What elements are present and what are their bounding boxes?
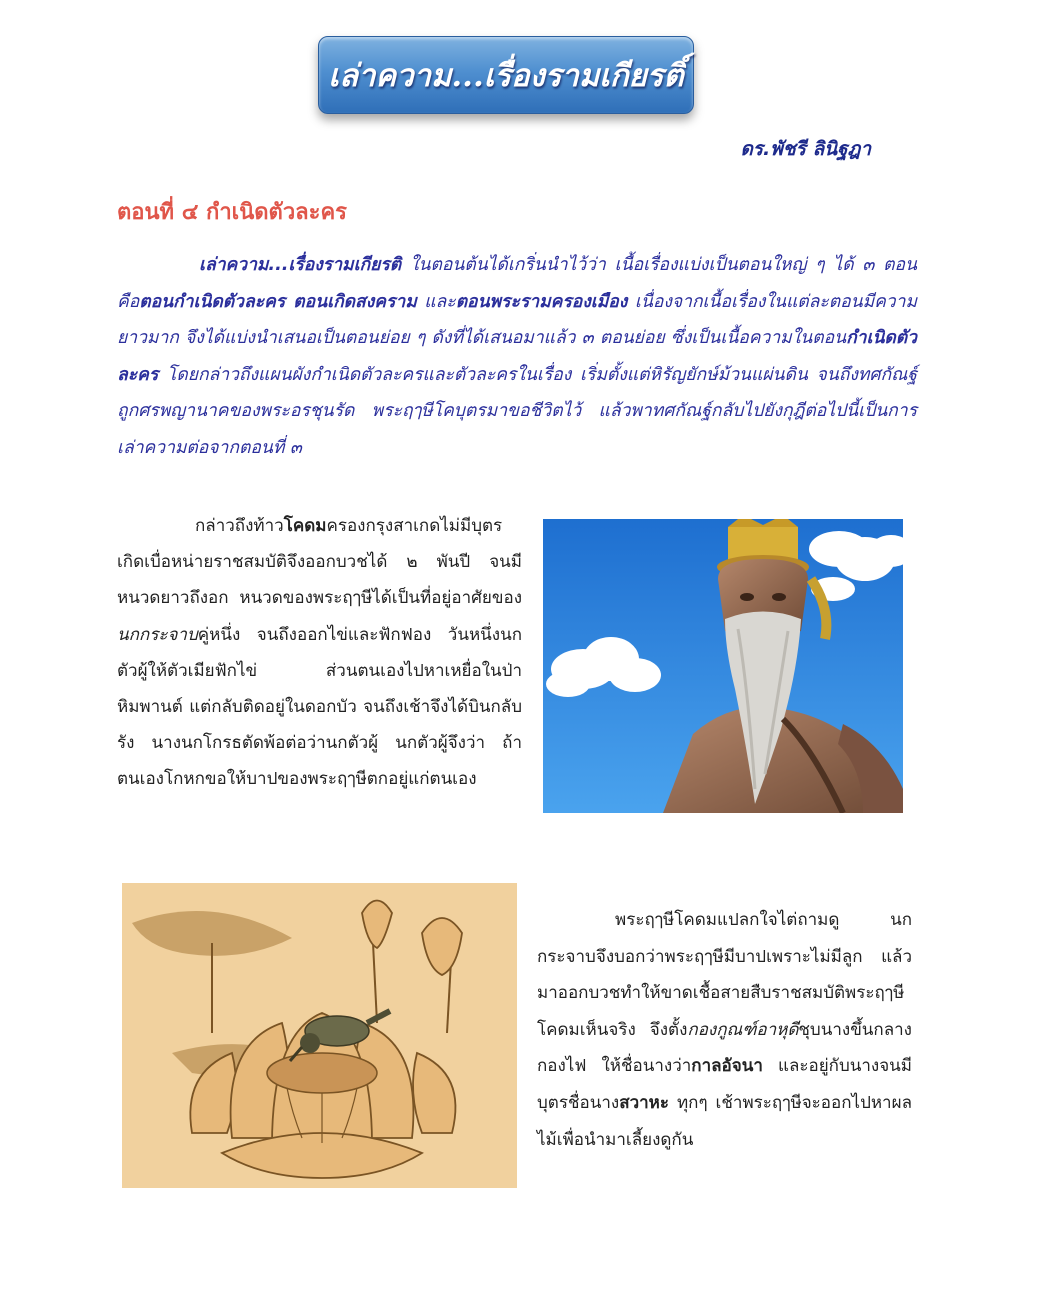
hermit-statue-illustration (543, 519, 903, 813)
intro-text-3: เนื่องจากเนื้อเรื่องในแต่ละตอนมีความยาวมาก จึงได้แบ่งนำเสนอเป็นตอนย่อย ๆ ดังที่ได้เสนอมาแล้ว ๓ ตอนย่อย ซึ่งเป็นเนื้อความในตอน (117, 291, 917, 348)
p2-text-2: ชุบนางขึ้นกลางกองไฟ ให้ชื่อนางว่า (537, 1019, 912, 1077)
lotus-bird-illustration (122, 883, 517, 1188)
hermit-statue-image (543, 519, 903, 813)
p2-bold-2: สวาหะ (619, 1092, 669, 1113)
page-title: เล่าความ...เรื่องรามเกียรติ์ (328, 58, 684, 94)
intro-text-1: ในตอนต้นได้เกริ่นนำไว้ว่า เนื้อเรื่องแบ่งเป็นตอนใหญ่ ๆ ได้ ๓ ตอน คือ (117, 255, 917, 312)
intro-lead: เล่าความ...เรื่องรามเกียรติ (199, 255, 402, 275)
intro-bold-2: ตอนพระรามครองเมือง (455, 291, 628, 312)
intro-paragraph (117, 247, 917, 466)
title-banner (318, 36, 694, 114)
p1-italic-1: นกกระจาบ (117, 624, 198, 645)
p2-text-4: ทุกๆ เช้าพระฤๅษีจะออกไปหาผลไม้เพื่อนำมาเลี้ยงดูกัน (537, 1092, 912, 1150)
intro-bold-1: ตอนกำเนิดตัวละคร ตอนเกิดสงคราม (139, 291, 417, 312)
p1-bold-1: โคดม (283, 516, 327, 536)
story-paragraph-2 (537, 902, 912, 1158)
p2-text-1: พระฤๅษีโคดมแปลกใจไต่ถามดู นกกระจาบจึงบอกว่าพระฤๅษีมีบาปเพราะไม่มีลูก แล้วมาออกบวชทำให้ขาดเชื้อสายสืบราชสมบัติพระฤๅษีโคดมเห็นจริง จึงตั้ง (537, 910, 912, 1040)
story-paragraph-1 (117, 508, 522, 798)
intro-text-4: โดยกล่าวถึงแผนผังกำเนิดตัวละครและตัวละครในเรื่อง เริ่มตั้งแต่หิรัญยักษ์ม้วนแผ่นดิน จนถึงทศกัณฐ์ถูกศรพญานาคของพระอรชุนรัด พระฤๅษีโคบุตรมาขอชีวิตไว้ แล้วพาทศกัณฐ์กลับไปยังกุฎีต่อไปนี้เป็นการเล่าความต่อจากตอนที่ ๓ (117, 364, 917, 458)
intro-text-2: และ (416, 291, 456, 312)
p2-bold-1: กาลอัจนา (691, 1056, 763, 1077)
p1-text-2: ครองกรุงสาเกดไม่มีบุตร เกิดเบื่อหน่ายราชสมบัติจึงออกบวชได้ ๒ พันปี จนมีหนวดยาวถึงอก หนวดของพระฤๅษีได้เป็นที่อยู่อาศัยของ (117, 516, 522, 609)
p1-text-3: คู่หนึ่ง จนถึงออกไข่และฟักฟอง วันหนึ่งนกตัวผู้ให้ตัวเมียฟักไข่ ส่วนตนเองไปหาเหยื่อในป่าหิมพานต์ แต่กลับติดอยู่ในดอกบัว จนถึงเช้าจึงได้บินกลับรัง นางนกโกรธตัดพ้อต่อว่านกตัวผู้ นกตัวผู้จึงว่า ถ้าตนเองโกหกขอให้บาปของพระฤๅษีตกอยู่แก่ตนเอง (117, 624, 522, 790)
p2-italic-1: กองกูณฑ์อาหุดี (687, 1019, 799, 1040)
intro-bold-3: กำเนิดตัวละคร (117, 328, 917, 385)
author-name: ดร.พัชรี ลินิฐฎา (740, 138, 871, 160)
lotus-bird-image (122, 883, 517, 1188)
p1-text-1: กล่าวถึงท้าว (195, 516, 284, 536)
p2-text-3: และอยู่กับนางจนมีบุตรชื่อนาง (537, 1056, 913, 1113)
chapter-heading: ตอนที่ ๔ กำเนิดตัวละคร (117, 200, 348, 225)
